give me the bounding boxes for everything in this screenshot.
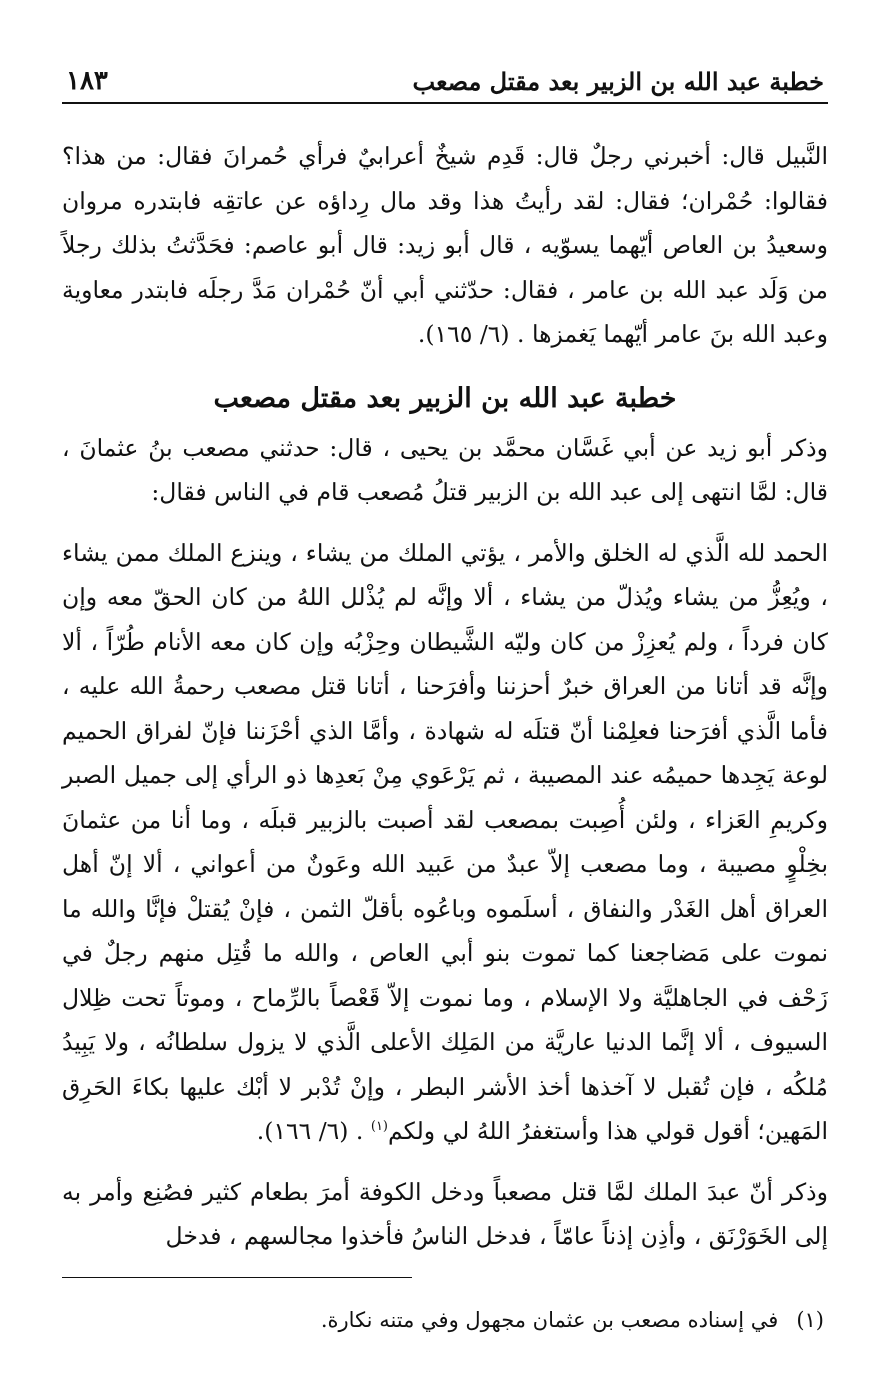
paragraph-3-citation: . (٦/ ١٦٦). [256,1117,364,1145]
footnote-number: (١) [796,1307,824,1332]
footnote-marker: (١) [370,1119,388,1135]
paragraph-1: النَّبيل قال: أخبرني رجلٌ قال: قَدِم شيخٌ أعرابيٌ فرأي حُمرانَ فقال: من هذا؟ فقالوا: حُمْران؛ فقال: لقد رأيتُ هذا وقد مال رِداؤه عن عاتقِه فابتدره مروان وسعيدُ بن العاص أيّهما يسوّيه ، قال أبو زيد: قال أبو عاصم: فحَدَّثتُ بذلك رجلاً من وَلَد عبد الله بن عامر ، فقال: حدّثني أبي أنّ حُمْران مَدَّ رجلَه فابتدر معاوية وعبد الله بنَ عامر أيّهما يَغمزها . (٦/ ١٦٥). [62,142,828,348]
footnote [62,1308,828,1332]
paragraph-3-text: الحمد لله الَّذي له الخلق والأمر ، يؤتي الملك من يشاء ، وينزع الملك ممن يشاء ، ويُعِزُّ من يشاء ويُذلّ من يشاء ، ألا وإنَّه لم يُذْلل اللهُ من كان الحقّ معه وإن كان فرداً ، ولم يُعزِزْ من كان وليّه الشَّيطان وحِزْبُه وإن كان معه الأنام طُرّاً ، ألا وإنَّه قد أتانا من العراق خبرٌ أحزننا وأفرَحنا ، أتانا قتل مصعب رحمةُ الله عليه ، فأما الَّذي أفرَحنا فعلِمْنا أنّ قتلَه له شهادة ، وأمَّا الذي أحْزَننا فإنّ لفراق الحميم لوعة يَجِدها حميمُه عند المصيبة ، ثم يَرْعَوي مِنْ بَعدِها ذو الرأي إلى جميل الصبر وكريمِ العَزاء ، ولئن أُصِبت بمصعب لقد أصبت بالزبير قبلَه ، وما أنا من عثمانَ بخِلْوٍ مصيبة ، وما مصعب إلاّ عبدٌ من عَبيد الله وعَونٌ من أعواني ، ألا إنّ أهل العراق أهل الغَدْر والنفاق ، أسلَموه وباعُوه بأقلّ الثمن ، فإنْ يُقتلْ فإنَّا والله ما نموت على مَضاجعنا كما تموت بنو أبي العاص ، والله ما قُتِل منهم رجلٌ في زَحْف في الجاهليَّة ولا الإسلام ، وما نموت إلاّ قَعْصاً بالرِّماح ، وموتاً تحت ظِلال السيوف ، ألا إنَّما الدنيا عاريَّة من المَلِك الأعلى الَّذي لا يزول سلطانُه ، ولا يَبِيدُ مُلكُه ، فإن تُقبل لا آخذها أخذ الأشر البطر ، وإنْ تُدْبر لا أبْك عليها بكاءَ الحَرِق المَهين؛ أقول قولي هذا وأستغفرُ اللهُ لي ولكم [62,538,828,1145]
book-page [62,52,828,1352]
paragraph-2: وذكر أبو زيد عن أبي غَسَّان محمَّد بن يحيى ، قال: حدثني مصعب بنُ عثمانَ ، قال: لمَّا انتهى إلى عبد الله بن الزبير قتلُ مُصعب قام في الناس فقال: [62,433,828,506]
footnote-rule [62,1277,412,1278]
page-number: ١٨٣ [66,66,108,96]
footnote-text: في إسناده مصعب بن عثمان مجهول وفي متنه نكارة. [320,1307,779,1332]
paragraph-4: وذكر أنّ عبدَ الملك لمَّا قتل مصعباً ودخل الكوفة أمرَ بطعام كثير فصُنِع وأمر به إلى الخَوَرْنَق ، وأذِن إذناً عامّاً ، فدخل الناسُ فأخذوا مجالسهم ، فدخل [62,1177,828,1250]
paragraph-3 [62,531,828,1154]
header-rule [62,102,828,104]
section-heading: خطبة عبد الله بن الزبير بعد مقتل مصعب [213,382,677,414]
running-title: خطبة عبد الله بن الزبير بعد مقتل مصعب [412,67,824,96]
page-header [62,52,828,100]
